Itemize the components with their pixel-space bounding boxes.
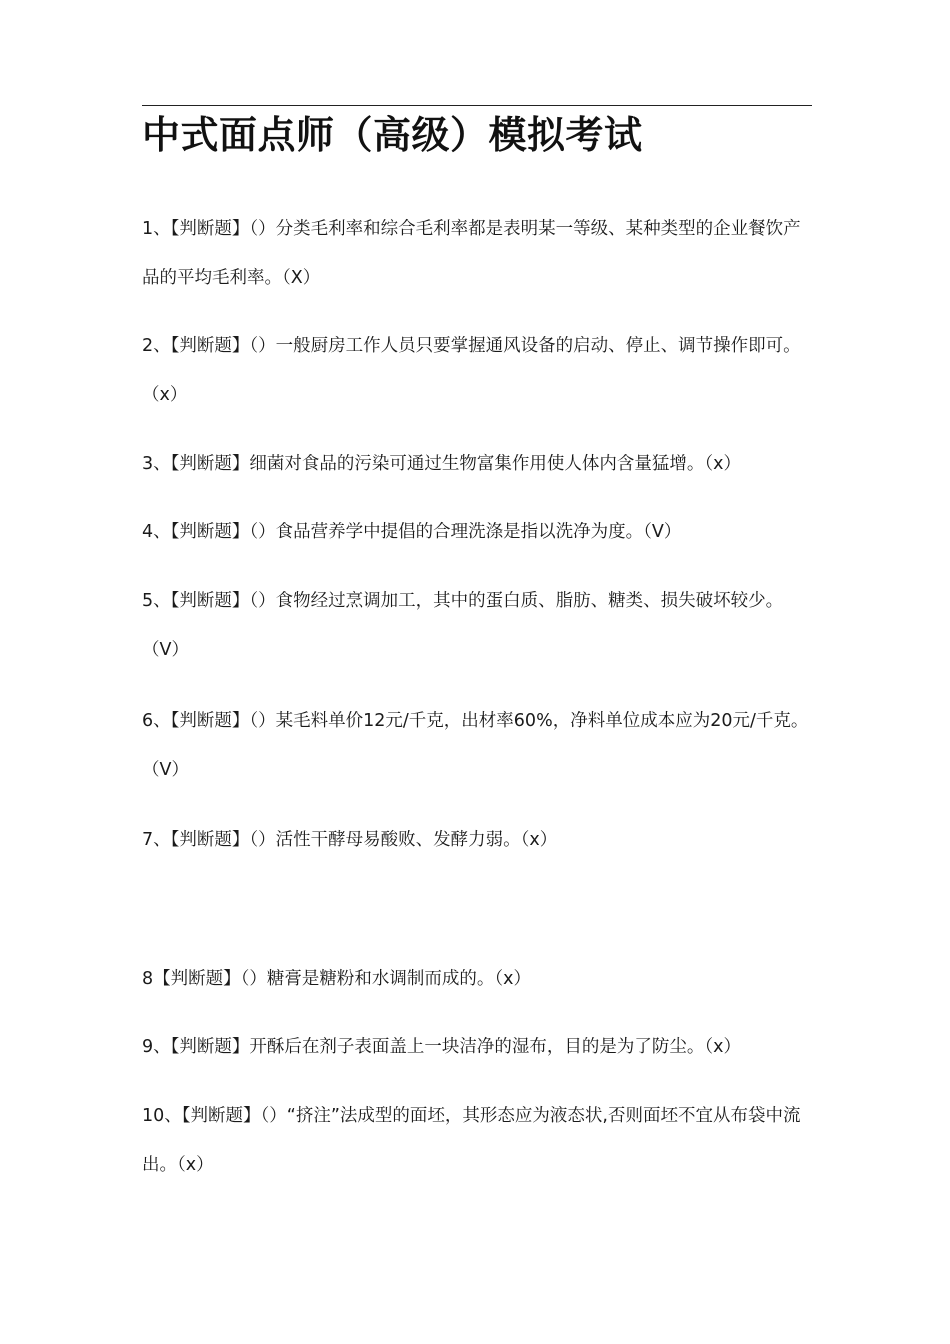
header-rule <box>142 105 812 106</box>
question-item <box>142 577 812 675</box>
question-item <box>142 816 812 865</box>
question-item <box>142 508 812 557</box>
question-text: 5、【判断题】（）食物经过烹调加工，其中的蛋白质、脂肪、糖类、损失破坏较少。（V） <box>142 591 784 660</box>
question-text: 3、【判断题】细菌对食品的污染可通过生物富集作用使人体内含量猛增。（x） <box>142 454 741 474</box>
question-text: 2、【判断题】（）一般厨房工作人员只要掌握通风设备的启动、停止、调节操作即可。（x） <box>142 336 801 405</box>
question-item <box>142 322 812 420</box>
question-item <box>142 205 812 303</box>
question-item <box>142 955 812 1004</box>
question-text: 1、【判断题】（）分类毛利率和综合毛利率都是表明某一等级、某种类型的企业餐饮产品的平均毛利率。（X） <box>142 219 801 288</box>
question-item <box>142 697 812 795</box>
question-text: 10、【判断题】（）“挤注”法成型的面坯，其形态应为液态状,否则面坯不宜从布袋中流出。（x） <box>142 1106 801 1175</box>
question-text: 6、【判断题】（）某毛料单价12元/千克，出材率60%，净料单位成本应为20元/千克。（V） <box>142 711 809 780</box>
question-item <box>142 440 812 489</box>
question-item <box>142 1092 812 1190</box>
question-text: 7、【判断题】（）活性干酵母易酸败、发酵力弱。（x） <box>142 830 558 850</box>
question-text: 9、【判断题】开酥后在剂子表面盖上一块洁净的湿布，目的是为了防尘。（x） <box>142 1037 741 1057</box>
question-text: 4、【判断题】（）食品营养学中提倡的合理洗涤是指以洗净为度。（V） <box>142 522 682 542</box>
question-item <box>142 1023 812 1072</box>
document-page <box>142 0 812 1344</box>
page-title: 中式面点师（高级）模拟考试 <box>142 113 643 157</box>
question-text: 8【判断题】（）糖膏是糖粉和水调制而成的。（x） <box>142 969 531 989</box>
